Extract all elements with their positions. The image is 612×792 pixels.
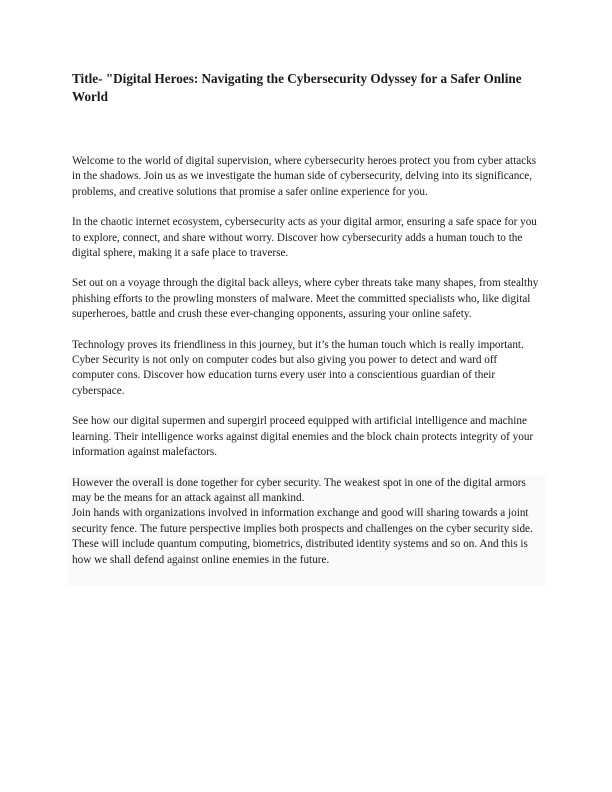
paragraph-human-touch: Technology proves its friendliness in this journey, but it’s the human touch which is really important. Cyber Security is not only on computer codes but also giving you power to detect and ward off computer cons. Discover how education turns every user into a conscientious guardian of their cyberspace. (72, 338, 524, 397)
paragraph-join-hands: Join hands with organizations involved in information exchange and good will sharing towards a joint security fence. The future perspective implies both prospects and challenges on the cyber security side. These will include quantum computing, biometrics, distributed identity systems and so on. And this is how we shall defend against online enemies in the future. (72, 507, 533, 566)
paragraph-ai-blockchain: See how our digital supermen and supergirl proceed equipped with artificial intelligence and machine learning. Their intelligence works against digital enemies and the block chain protects integrity of your information against malefactors. (72, 415, 534, 459)
paragraph-welcome: Welcome to the world of digital supervision, where cybersecurity heroes protect you from cyber attacks in the shadows. Join us as we investigate the human side of cybersecurity, delving into its significance, problems, and creative solutions that promise a safer online experience for you. (72, 155, 537, 198)
paragraph-voyage: Set out on a voyage through the digital back alleys, where cyber threats take many shapes, from stealthy phishing efforts to the prowling monsters of malware. Meet the committed specialists who, like digital superheroes, battle and crush these ever-changing opponents, assuring your online safety. (72, 277, 539, 321)
paragraph-digital-armor: In the chaotic internet ecosystem, cybersecurity acts as your digital armor, ensuring a safe space for you to explore, connect, and share without worry. Discover how cybersecurity adds a human touch to the digital sphere, making it a safe place to traverse. (72, 216, 537, 260)
document-body (72, 154, 542, 586)
document-title: Title- "Digital Heroes: Navigating the Cybersecurity Odyssey for a Safer Online World (72, 71, 522, 104)
closing-section (68, 476, 546, 586)
paragraph-together: However the overall is done together for cyber security. The weakest spot in one of the digital armors may be the means for an attack against all mankind. (72, 476, 526, 504)
